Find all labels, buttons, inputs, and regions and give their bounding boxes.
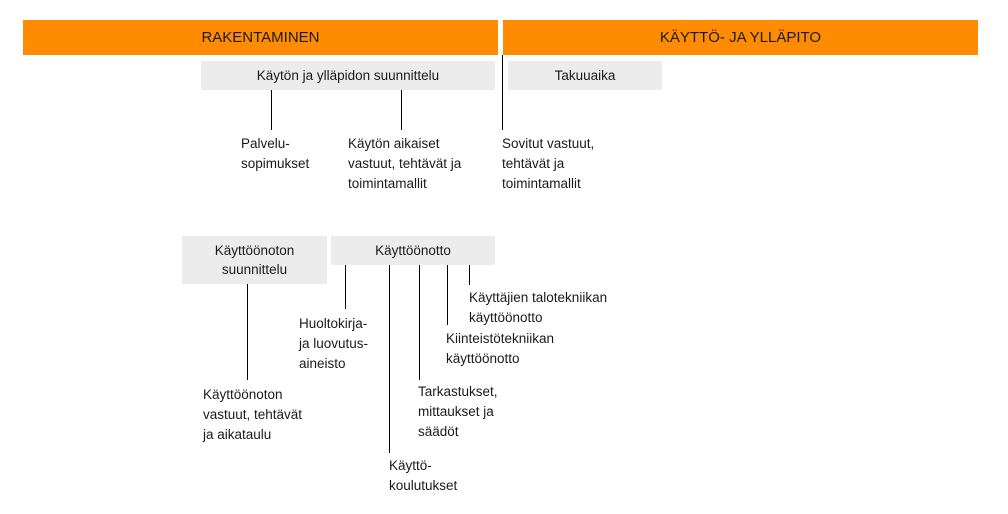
- label-commissioning-responsibilities: Käyttöönoton vastuut, tehtävät ja aikataulu: [203, 387, 303, 442]
- box-commissioning: [331, 236, 495, 265]
- box-commissioning-planning-label: Käyttöönoton suunnittelu: [214, 243, 295, 277]
- connector-property-technology: [447, 265, 448, 325]
- connector-service-contracts: [271, 90, 272, 130]
- label-user-training: Käyttö- koulutukset: [389, 458, 458, 493]
- connector-maintenance-manual: [345, 265, 346, 309]
- phase-operation-label: KÄYTTÖ- JA YLLÄPITO: [659, 29, 822, 46]
- box-warranty-period: [508, 61, 662, 90]
- label-early-responsibilities: Käytön aikaiset vastuut, tehtävät ja toimintamallit: [348, 136, 462, 191]
- connector-commissioning-responsibilities: [247, 284, 248, 380]
- phase-operation: [503, 20, 978, 55]
- connector-user-building-services: [469, 265, 470, 285]
- label-user-building-services: Käyttäjien talotekniikan käyttöönotto: [469, 290, 608, 325]
- connector-inspections: [419, 265, 420, 380]
- box-operation-planning: [201, 61, 495, 90]
- box-warranty-period-label: Takuuaika: [554, 68, 616, 83]
- connector-early-responsibilities: [401, 90, 402, 130]
- connector-agreed-responsibilities: [502, 55, 503, 130]
- label-property-technology: Kiinteistötekniikan käyttöönotto: [446, 331, 555, 366]
- label-service-contracts: Palvelu- sopimukset: [241, 136, 310, 171]
- label-maintenance-manual: Huoltokirja- ja luovutus- aineisto: [299, 316, 369, 371]
- connector-user-training: [389, 265, 390, 453]
- phase-construction-label: RAKENTAMINEN: [201, 29, 320, 46]
- phase-construction: [23, 20, 498, 55]
- label-agreed-responsibilities: Sovitut vastuut, tehtävät ja toimintamallit: [502, 136, 595, 191]
- box-operation-planning-label: Käytön ja ylläpidon suunnittelu: [256, 68, 440, 83]
- label-inspections: Tarkastukset, mittaukset ja säädöt: [418, 384, 498, 439]
- box-commissioning-label: Käyttöönotto: [375, 243, 451, 258]
- box-commissioning-planning: [182, 236, 327, 284]
